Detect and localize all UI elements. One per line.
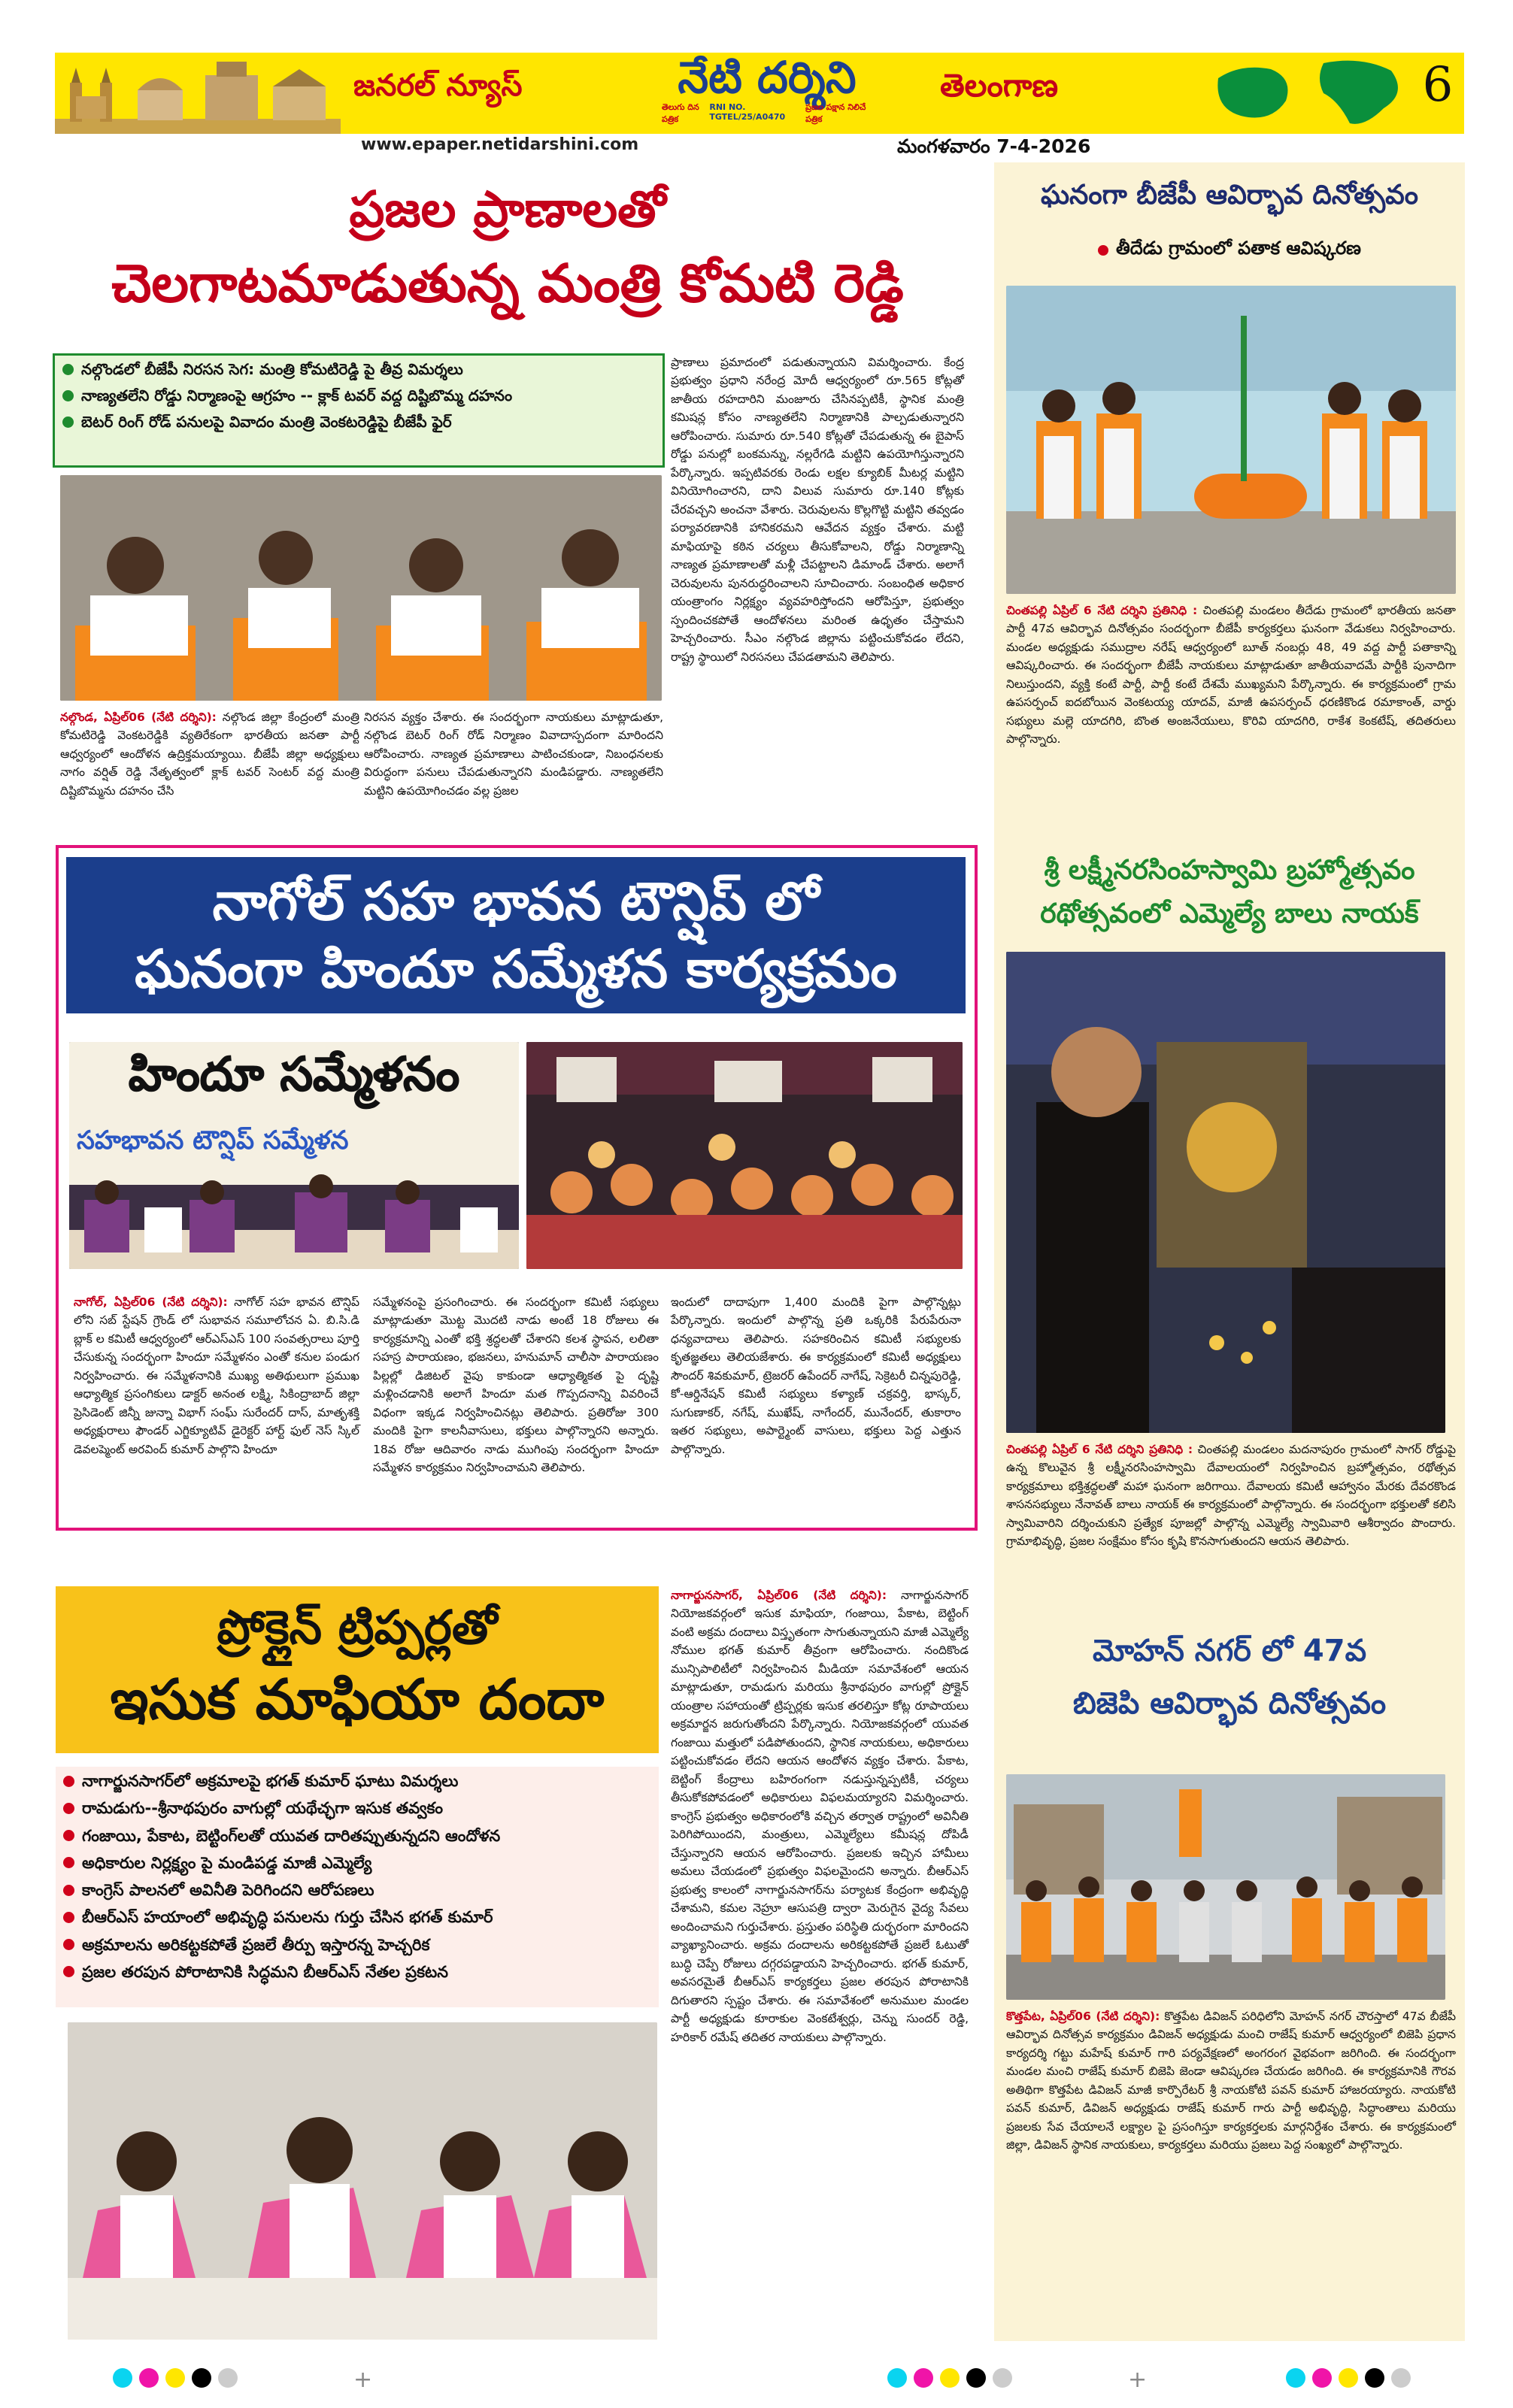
registration-dot-magenta bbox=[139, 2368, 159, 2388]
bullet-dot-icon bbox=[62, 390, 74, 401]
story4-body: చింతపల్లి మండలం తీదేడు గ్రామంలో భారతీయ జనతా పార్టీ 47వ ఆవిర్భావ దినోత్సవం సందర్భంగా బీజేపీ కార్యకర్తలు ఘనంగా వేడుకలు నిర్వహించారు. మండల అధ్యక్షుడు సముద్రాల నరేష్ ఆధ్వర్యంలో బూత్ నంబర్లు 48, 49 వద్ద పార్టీ పతాకాన్ని ఆవిష్కరించారు. ఈ సందర్భంగా బీజేపీ నాయకులు మాట్లాడుతూ జాతీయవాదమే పార్టీకి పునాదిగా నిలుస్తుందని, వ్యక్తి కంటే పార్టీ, పార్టీ కంటే దేశమే ముఖ్యమని పేర్కొన్నారు. ఈ కార్యక్రమంలో గ్రామ ఉపసర్పంచ్ ఐదబోయిన వెంకటయ్య యాదవ్, మాజీ ఉపసర్పంచ్ ధరణికొండ రమాకాంత్, వార్డు సభ్యులు మల్లె యాదగిరి, బొంత అంజనేయులు, కొరివి యాదగిరి, రాకేశ కెంకటేష్, తదితరులు పాల్గొన్నారు. bbox=[1006, 604, 1456, 747]
story5-dateline: చింతపల్లి ఏప్రిల్ 6 నేటి దర్శిని ప్రతినిధి : bbox=[1006, 1443, 1193, 1456]
bullet-dot-icon bbox=[63, 1885, 74, 1896]
registration-dot-black bbox=[192, 2368, 211, 2388]
story4-sub-bullet: తీదేడు గ్రామంలో పతాక ఆవిష్కరణ bbox=[994, 238, 1465, 263]
story1-bullet: బెటర్ రింగ్ రోడ్ పనులపై వివాదం మంత్రి వెంకటరెడ్డిపై బీజేపీ ఫైర్ bbox=[62, 413, 655, 432]
story2-text-a: నాగోల్ సహ భావన టౌన్షిప్ లోని సబ్ స్టేషన్ గ్రౌండ్ లో సుభావన సమూలోచన ఏ. బి.సి.డి బ్లాక్ ల కమిటీ ఆధ్వర్యంలో ఆర్ఎస్ఎస్ 100 సంవత్సరాలు పూర్తి చేసుకున్న సందర్భంగా హిందూ సమ్మేళనం ఎంతో కనుల పండుగ నిర్వహించారు. ఈ సమ్మేళనానికి ముఖ్య అతిథులుగా ప్రముఖ ఆధ్యాత్మిక ప్రసంగికులు డాక్టర్ అనంత లక్ష్మి, సికింద్రాబాద్ జిల్లా ప్రెసిడెంట్ జిన్నీ జున్నా విభాగ్ సంఘ్ సురేందర్ దాస్, మాతృశక్తి అధ్యక్షురాలు ఫౌండర్ ఎగ్జిక్యూటివ్ డైరెక్టర్ హార్ట్ ఫుల్ నెస్ స్కిల్ డెవలప్మెంట్ అరవింద్ కుమార్ పాల్గొని హిందూ bbox=[74, 1295, 359, 1456]
brand-subtitle: తెలుగు దిన పత్రిక bbox=[662, 101, 699, 124]
bullet-dot-icon bbox=[63, 1966, 74, 1977]
audience-crowd-icon bbox=[526, 1042, 963, 1269]
registration-dot-magenta bbox=[1312, 2368, 1332, 2388]
story2-col-c: ఇందులో దాదాపుగా 1,400 మందికి పైగా పాల్గొన్నట్లు పేర్కొన్నారు. ఇందులో పాల్గొన్న ప్రతి ఒక్కరికి పేరుపేరునా ధన్యవాదాలు తెలిపారు. సహకరించిన కమిటీ సభ్యులకు కృతజ్ఞతలు తెలియజేశారు. ఈ కార్యక్రమంలో కమిటీ అధ్యక్షులు సౌందర్ శివకుమార్, ట్రెజరర్ ఉపేందర్ నాగేష్, సెక్రెటరీ చిన్నపురెడ్డి, కో-ఆర్డినేషన్ కమిటీ సభ్యులు కళ్యాణ్ చక్రవర్తి, భాస్కర్, సుగుణాకర్, నగేష్, ముఖేష్, నాగేందర్, మునేందర్, తుకారాం ఇతర సభ్యులు, అపార్ట్మెంట్ వాసులు, భక్తులు పెద్ద ఎత్తున పాల్గొన్నారు. bbox=[671, 1295, 961, 1456]
story1-headline-line1: ప్రజల ప్రాణాలతో bbox=[349, 180, 666, 238]
stage-dignitaries-icon bbox=[69, 1170, 519, 1269]
story4-photo bbox=[1006, 286, 1456, 594]
temple-ritual-icon bbox=[1006, 952, 1445, 1433]
registration-dot-yellow bbox=[940, 2368, 960, 2388]
street-gathering-icon bbox=[1006, 1774, 1445, 2000]
story1-bullet-box bbox=[53, 353, 665, 468]
story3-bullet: అక్రమాలను అరికట్టకపోతే ప్రజలే తీర్పు ఇస్తారన్న హెచ్చరిక bbox=[63, 1935, 651, 1955]
registration-dot-magenta bbox=[914, 2368, 933, 2388]
bullet-dot-icon bbox=[63, 1912, 74, 1923]
registration-dot-black bbox=[1365, 2368, 1384, 2388]
bullet-dot-icon bbox=[63, 1857, 74, 1868]
story3-bullet: నాగార్జునసాగర్‌లో అక్రమాలపై భగత్ కుమార్ ఘాటు విమర్శలు bbox=[63, 1771, 651, 1791]
story1-dateline: నల్గొండ, ఏప్రిల్06 (నేటి దర్శిని): bbox=[60, 710, 217, 724]
story3-headline-line2: ఇసుక మాఫియా దందా bbox=[110, 1667, 605, 1732]
story4-dateline: చింతపల్లి ఏప్రిల్ 6 నేటి దర్శిని ప్రతినిధి : bbox=[1006, 604, 1198, 617]
registration-cross-icon: + bbox=[1128, 2367, 1148, 2393]
registration-dot-black bbox=[966, 2368, 986, 2388]
story2-headline-line1: నాగోల్ సహ భావన టౌన్షిప్ లో bbox=[212, 871, 820, 932]
story1-col-b: నిరసన వ్యక్తం చేశారు. ఈ సందర్భంగా నాయకులు మాట్లాడుతూ, నల్గొండ బెటర్ రింగ్ రోడ్ నిర్మాణం వివాదాస్పదంగా మారిందని ఆరోపించారు. నాణ్యత ప్రమాణాలు పాటించకుండా, నిబంధనలకు విరుద్ధంగా పనులు చేపడుతున్నారని మండిపడ్డారు. నాణ్యతలేని మట్టిని ఉపయోగించడం వల్ల ప్రజల bbox=[364, 710, 663, 798]
brand-tagline: ప్రజల పక్షాన నిలిచే పత్రిక bbox=[805, 101, 866, 124]
story3-bullet: అధికారుల నిర్లక్ష్యం పై మండిపడ్డ మాజీ ఎమ్మెల్యే bbox=[63, 1853, 651, 1873]
story3-body: నాగార్జునసాగర్ నియోజకవర్గంలో ఇసుక మాఫియా, గంజాయి, పేకాట, బెట్టింగ్ వంటి అక్రమ దందాలు విస్తృతంగా సాగుతున్నాయని మాజీ ఎమ్మెల్యే నోముల భగత్ కుమార్ తీవ్రంగా ఆరోపించారు. నందికొండ మున్సిపాలిటీలో నిర్వహించిన మీడియా సమావేశంలో ఆయన మాట్లాడుతూ, రామడుగు మరియు శ్రీనాథపురం వాగుల్లో ప్రోక్లైన్ యంత్రాల సహాయంతో ట్రిప్పర్లకు ఇసుక తరలిస్తూ కోట్ల రూపాయలు అక్రమార్జన జరుగుతోందని పేర్కొన్నారు. నియోజకవర్గంలో యువత గంజాయి మత్తులో పడిపోతుందని, స్థానిక నాయకులు, అధికారులు పట్టించుకోవడం లేదని ఆయన ఆందోళన వ్యక్తం చేశారు. పేకాట, బెట్టింగ్ కేంద్రాలు బహిరంగంగా నడుస్తున్నప్పటికీ, చర్యలు తీసుకోకపోవడంలో అధికారులు విఫలమయ్యారని విమర్శించారు. కాంగ్రెస్ ప్రభుత్వం అధికారంలోకి వచ్చిన తర్వాత రాష్ట్రంలో అవినీతి పెరిగిపోయిందని, మంత్రులు, ఎమ్మెల్యేలు కమీషన్ల దోపిడీ చేస్తున్నారని ఆయన ఆరోపించారు. ప్రజలకు ఇచ్చిన హామీలు అమలు చేయడంలో ప్రభుత్వం విఫలమైందని అన్నారు. బీఆర్ఎస్ ప్రభుత్వ కాలంలో నాగార్జునసాగర్‌ను పర్యాటక కేంద్రంగా అభివృద్ధి చేశామని, కమల నెహ్రూ ఆసుపత్రి ద్వారా మెరుగైన వైద్య సేవలు అందించామని గుర్తుచేశారు. ప్రస్తుతం పరిస్థితి దుర్భరంగా మారిందని వ్యాఖ్యానించారు. అక్రమ దందాలను అరికట్టకపోతే ప్రజలే ఓటుతో బుద్ధి చెప్పే రోజులు దగ్గరపడ్డాయని హెచ్చరించారు. భగత్ కుమార్, అవసరమైతే బీఆర్ఎస్ కార్యకర్తలు ప్రజల తరపున పోరాటానికి దిగుతారని స్పష్టం చేశారు. ఈ సమావేశంలో అనుముల మండల పార్టీ అధ్యక్షుడు కూరాకుల వెంకటేశ్వర్లు, చెన్ను సుందర్ రెడ్డి, హరికార్ రమేష్ తదితర నాయకులు పాల్గొన్నారు. bbox=[671, 1589, 969, 2044]
story3-bullet: రామడుగు--శ్రీనాథపురం వాగుల్లో యథేచ్ఛగా ఇసుక తవ్వకం bbox=[63, 1798, 651, 1818]
registration-dot-cyan bbox=[113, 2368, 132, 2388]
press-meet-people-icon bbox=[68, 2022, 657, 2340]
banner-subtitle: సహభావన టౌన్షిప్ సమ్మేళన bbox=[77, 1125, 349, 1156]
bullet-dot-icon bbox=[62, 364, 74, 375]
story1-photo bbox=[60, 475, 662, 701]
story4-text bbox=[1006, 601, 1456, 749]
newspaper-logo bbox=[654, 54, 880, 132]
bullet-dot-icon bbox=[1098, 245, 1108, 256]
registration-dot-grey bbox=[993, 2368, 1012, 2388]
story3-bullet: ప్రజల తరపున పోరాటానికి సిద్ధమని బీఆర్ఎస్ నేతల ప్రకటన bbox=[63, 1962, 651, 1982]
story1-headline-line2: చెలగాటమాడుతున్న మంత్రి కోమటి రెడ్డి bbox=[111, 253, 904, 314]
story1-bullet: నల్గొండలో బీజేపీ నిరసన సెగ: మంత్రి కోమటిరెడ్డి పై తీవ్ర విమర్శలు bbox=[62, 360, 655, 379]
story6-headline-line2: బిజెపి ఆవిర్భావ దినోత్సవం bbox=[1072, 1686, 1387, 1721]
story6-photo bbox=[1006, 1774, 1445, 2000]
story6-text bbox=[1006, 2007, 1456, 2155]
story5-body: చింతపల్లి మండలం మదనాపురం గ్రామంలో సాగర్ రోడ్డుపై ఉన్న కొలువైన శ్రీ లక్ష్మీనరసింహస్వామి దేవాలయంలో నిర్వహించిన బ్రహ్మోత్సవం, రథోత్సవ కార్యక్రమాలు భక్తిశ్రద్ధలతో మహా ఘనంగా జరిగాయి. దేవాలయ కమిటీ ఆహ్వానం మేరకు దేవరకొండ శాసనసభ్యులు నేనావత్ బాలు నాయక్ ఈ కార్యక్రమంలో పాల్గొన్నారు. ఈ సందర్భంగా భక్తులతో కలిసి స్వామివారిని దర్శించుకుని ప్రత్యేక పూజల్లో పాల్గొన్న ఎమ్మెల్యే స్వామివారి ఆశీర్వాదం పొందారు. గ్రామాభివృద్ధి, ప్రజల సంక్షేమం కోసం కృషి కొనసాగుతుందని ఆయన తెలిపారు. bbox=[1006, 1443, 1456, 1549]
city-skyline-illustration bbox=[55, 53, 341, 134]
registration-cross-icon: + bbox=[353, 2367, 373, 2393]
story2-col-b: సమ్మేళనంపై ప్రసంగించారు. ఈ సందర్భంగా కమిటీ సభ్యులు మాట్లాడుతూ మొట్ట మొదటి నాడు అంటే 18 రోజులు ఈ కార్యక్రమాన్ని ఎంతో భక్తి శ్రద్ధలతో చేశారని కలశ స్థాపన, లలితా సహస్ర పారాయణం, భజనలు, హనుమాన్ చాలీసా పారాయణం పిల్లల్లో డిజిటల్ వైపు కాకుండా ఆధ్యాత్మికత పై దృష్టి మళ్లించడానికి అలాగే హిందూ మత గొప్పదనాన్ని వివరించే విధంగా ఇక్కడ నిర్వహించినట్లు తెలిపారు. ప్రతిరోజు 300 మందికి పైగా కాలనీవాసులు, భక్తులు పాల్గొన్నారని అన్నారు. 18వ రోజు ఆదివారం నాడు ముగింపు సందర్భంగా హిందూ సమ్మేళన కార్యక్రమం నిర్వహించామని తెలిపారు. bbox=[373, 1295, 659, 1475]
story3-dateline: నాగార్జునసాగర్, ఏప్రిల్06 (నేటి దర్శిని): bbox=[671, 1589, 887, 1602]
registration-number: RNI NO. TGTEL/25/A0470 bbox=[709, 101, 786, 122]
registration-dot-yellow bbox=[165, 2368, 185, 2388]
bullet-dot-icon bbox=[63, 1939, 74, 1950]
story1-bullet: నాణ్యతలేని రోడ్డు నిర్మాణంపై ఆగ్రహం -- క్లాక్ టవర్ వద్ద దిష్టిబొమ్మ దహనం bbox=[62, 386, 655, 405]
story5-headline-line1: శ్రీ లక్ష్మీనరసింహస్వామి బ్రహ్మోత్సవం bbox=[1044, 855, 1415, 886]
story5-text bbox=[1006, 1440, 1456, 1551]
protest-crowd-icon bbox=[60, 475, 662, 701]
story3-bullet: కాంగ్రెస్ పాలనలో అవినీతి పెరిగిందని ఆరోపణలు bbox=[63, 1880, 651, 1900]
bullet-dot-icon bbox=[63, 1830, 74, 1841]
brand-name: నేటి దర్శిని bbox=[678, 52, 857, 103]
story3-bullet: బీఆర్ఎస్ హయాంలో అభివృద్ధి పనులను గుర్తు చేసిన భగత్ కుమార్ bbox=[63, 1907, 651, 1927]
story3-bullet: గంజాయి, పేకాట, బెట్టింగ్‌లతో యువత దారితప్పుతున్నదని ఆందోళన bbox=[63, 1826, 651, 1846]
section-label-general-news: జనరల్ న్యూస్ bbox=[353, 68, 523, 103]
page-number: 6 bbox=[1422, 57, 1454, 113]
story2-headline-line2: ఘనంగా హిందూ సమ్మేళన కార్యక్రమం bbox=[135, 938, 897, 1000]
banner-title: హిందూ సమ్మేళనం bbox=[128, 1046, 460, 1101]
story3-text bbox=[671, 1586, 969, 2046]
story6-body: కొత్తపేట డివిజన్ పరిధిలోని మోహన్ నగర్ చౌరస్తాలో 47వ బీజేపీ ఆవిర్భావ దినోత్సవ కార్యక్రమం డివిజన్ అధ్యక్షుడు మంచి రాజేష్ కుమార్ ఆధ్వర్యంలో బిజెపి ప్రధాన కార్యదర్శి గట్టు మహేష్ కుమార్ గారి పర్యవేక్షణలో అంగరంగ వైభవంగా జరిగింది. ఈ సందర్భంగా మండల మంచి రాజేష్ కుమార్ బిజెపి జెండా ఆవిష్కరణ చేయడం జరిగింది. ఈ కార్యక్రమానికి గౌరవ అతిథిగా కొత్తపేట డివిజన్ మాజీ కార్పొరేటర్ శ్రీ నాయకోటి పవన్ కుమార్ హాజరయ్యారు. నాయకోటి పవన్ కుమార్, డివిజన్ అధ్యక్షుడు రాజేష్ కుమార్ గారు పార్టీ అభివృద్ధి, సిద్ధాంతాలు మరియు ప్రజలకు సేవ చేయాలనే లక్ష్యాల పై ప్రసంగిస్తూ కార్యకర్తలకు మార్గనిర్దేశం చేశారు. ఈ కార్యక్రమంలో జిల్లా, డివిజన్ స్థానిక నాయకులు, కార్యకర్తలు మరియు ప్రజలు పెద్ద సంఖ్యలో పాల్గొన్నారు. bbox=[1006, 2010, 1456, 2152]
bullet-dot-icon bbox=[63, 1776, 74, 1787]
story4-headline: ఘనంగా బీజేపీ ఆవిర్భావ దినోత్సవం bbox=[1040, 180, 1419, 211]
story2-photo-banner bbox=[69, 1042, 519, 1269]
registration-dot-grey bbox=[1391, 2368, 1411, 2388]
website-url[interactable]: www.epaper.netidarshini.com bbox=[361, 135, 639, 154]
section-label-telangana: తెలంగాణ bbox=[940, 67, 1059, 104]
flag-hoisting-group-icon bbox=[1006, 286, 1456, 594]
story3-bullet-box bbox=[56, 1767, 659, 2007]
story6-headline-line1: మోహన్ నగర్ లో 47వ bbox=[1092, 1634, 1367, 1668]
registration-dot-cyan bbox=[887, 2368, 907, 2388]
story2-photo-audience bbox=[526, 1042, 963, 1269]
story3-headline-line1: ప్రోక్లైన్ ట్రిప్పర్లతో bbox=[217, 1600, 498, 1655]
registration-dot-yellow bbox=[1339, 2368, 1358, 2388]
story6-dateline: కొత్తపేట, ఏప్రిల్06 (నేటి దర్శిని): bbox=[1006, 2010, 1160, 2023]
story5-photo bbox=[1006, 952, 1445, 1433]
registration-dot-grey bbox=[218, 2368, 238, 2388]
registration-dot-cyan bbox=[1286, 2368, 1305, 2388]
story1-col-c: ప్రాణాలు ప్రమాదంలో పడుతున్నాయని విమర్శించారు. కేంద్ర ప్రభుత్వం ప్రధాని నరేంద్ర మోదీ ఆధ్వర్యంలో రూ.565 కోట్లతో జాతీయ రహదారిని మంజూరు చేసినప్పటికీ, స్థానిక మంత్రి కమిషన్ల కోసం నాణ్యతలేని నిర్మాణానికి పాల్పడుతున్నారని ఆరోపించారు. సుమారు రూ.540 కోట్లతో చేపడుతున్న ఈ బైపాస్ రోడ్డు పనుల్లో బంకమన్ను, నల్లరేగడి మట్టిని ఉపయోగిస్తున్నారని పేర్కొన్నారు. ఇప్పటివరకు రెండు లక్షల క్యూబిక్ మీటర్ల మట్టిని వినియోగించారని, దాని విలువ సుమారు రూ.140 కోట్లకు చేరవచ్చని అంచనా వేశారు. చెరువులను కొల్లగొట్టి మట్టిని తవ్వడం పర్యావరణానికి హానికరమని ఆవేదన వ్యక్తం చేశారు. మట్టి మాఫియాపై కఠిన చర్యలు తీసుకోవాలని, రోడ్డు నిర్మాణాన్ని నాణ్యత ప్రమాణాలతో మళ్లీ చేపట్టాలని డిమాండ్ చేశారు. అలాగే చెరువులను పునరుద్ధరించాలని సూచించారు. సంబంధిత అధికార యంత్రాంగం నిర్లక్ష్యం వ్యవహరిస్తోందని ఆరోపిస్తూ, ప్రభుత్వం స్పందించకపోతే ఆందోళనలు మరింత ఉధృతం చేస్తామని హెచ్చరించారు. సీఎం నల్గొండ జిల్లాను పట్టించుకోవడం లేదని, రాష్ట్ర స్థాయిలో నిరసనలు చేపడతామని తెలిపారు. bbox=[671, 356, 964, 664]
telangana-india-map-icon bbox=[1211, 56, 1414, 131]
story1-col-a bbox=[60, 708, 359, 800]
story2-dateline: నాగోల్, ఏప్రిల్06 (నేటి దర్శిని): bbox=[74, 1295, 228, 1309]
bullet-dot-icon bbox=[62, 416, 74, 428]
issue-date: మంగళవారం 7-4-2026 bbox=[897, 135, 1091, 157]
bullet-dot-icon bbox=[63, 1803, 74, 1814]
story3-photo bbox=[68, 2022, 657, 2340]
story2-col-a bbox=[74, 1293, 359, 1458]
story1-text-a: నల్గొండ జిల్లా కేంద్రంలో మంత్రి కోమటిరెడ్డి వెంకటరెడ్డికి వ్యతిరేకంగా భారతీయ జనతా పార్టీ ఆధ్వర్యంలో ఆందోళన ఉద్రిక్తమయ్యాయి. బీజేపీ జిల్లా అధ్యక్షులు నాగం వర్షిత్ రెడ్డి నేతృత్వంలో క్లాక్ టవర్ సెంటర్ వద్ద మంత్రి దిష్టిబొమ్మను దహనం చేసి bbox=[60, 710, 359, 798]
story5-headline-line2: రథోత్సవంలో ఎమ్మెల్యే బాలు నాయక్ bbox=[1040, 898, 1419, 929]
